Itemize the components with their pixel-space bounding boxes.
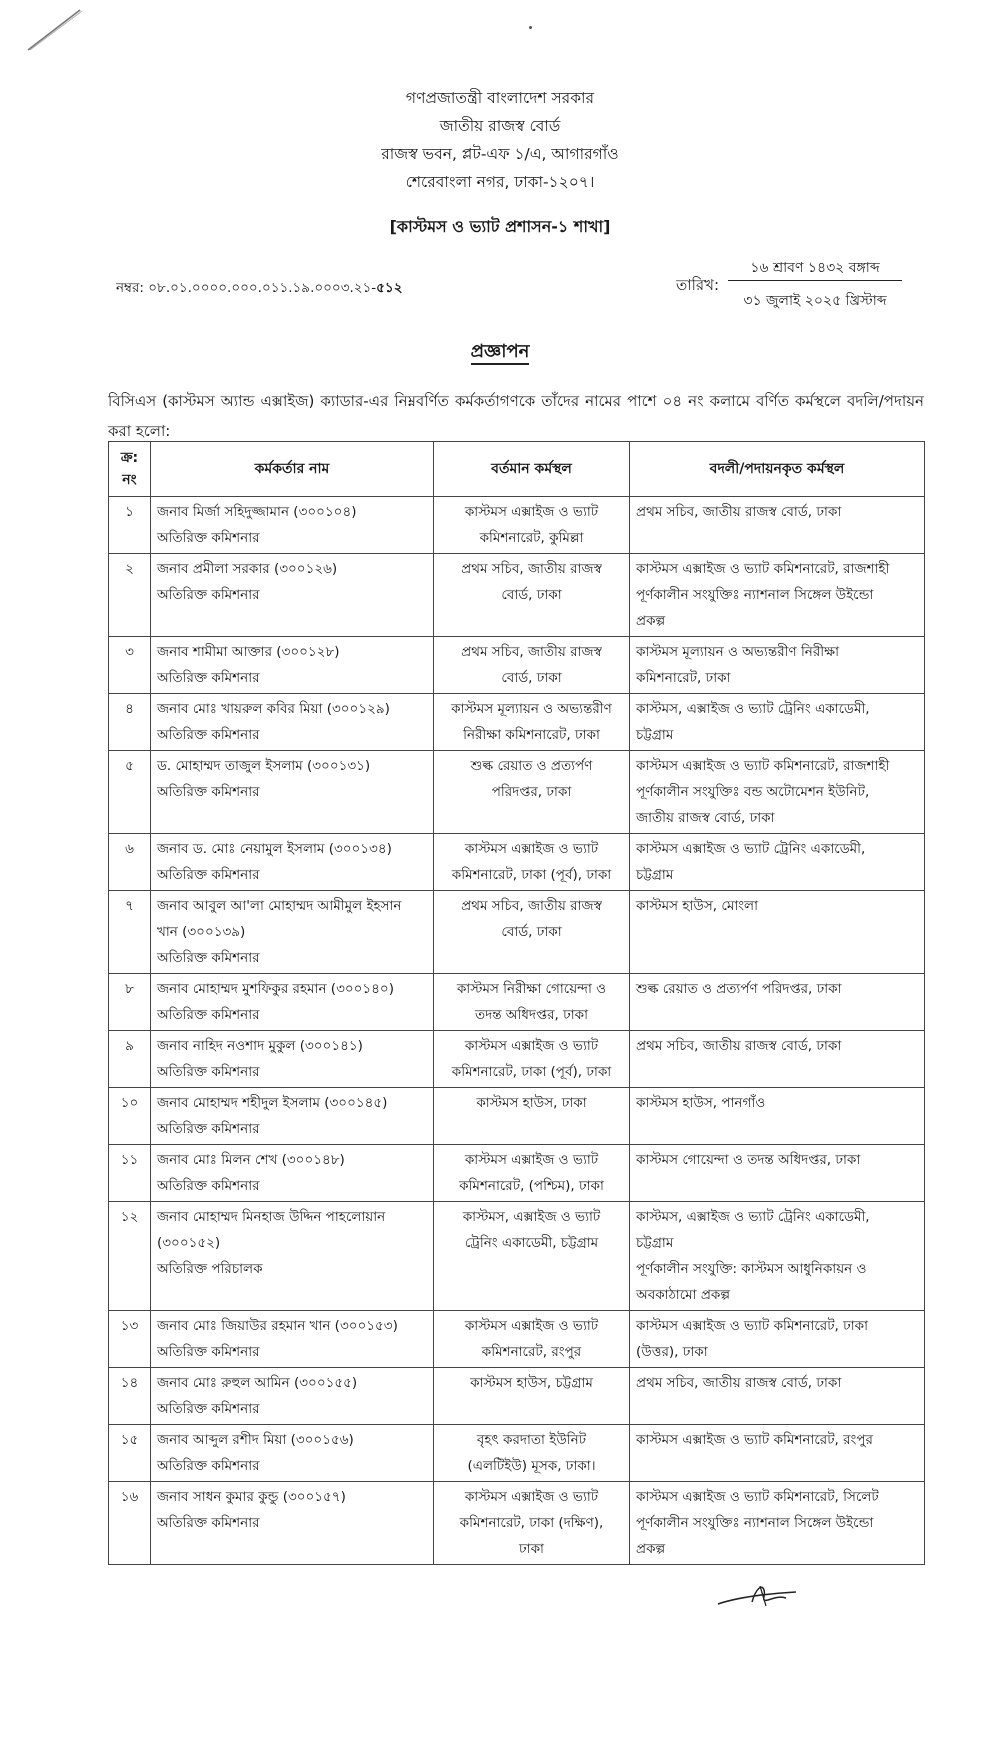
new-posting-cell-line: কাস্টমস, এক্সাইজ ও ভ্যাট ট্রেনিং একাডেমী,	[636, 1209, 870, 1225]
officer-name-cell-line: জনাব মোহাম্মদ মিনহাজ উদ্দিন পাহলোয়ান	[157, 1209, 386, 1225]
new-posting-cell	[630, 637, 925, 694]
officer-name-cell-line: জনাব মোঃ খায়রুল কবির মিয়া (৩০০১২৯)	[157, 701, 390, 717]
table-row	[109, 891, 925, 974]
memo-number	[116, 277, 402, 300]
table-row	[109, 834, 925, 891]
officer-name-cell-line: জনাব মোহাম্মদ মুশফিকুর রহমান (৩০০১৪০)	[157, 981, 394, 997]
current-posting-cell-line: ঢাকা	[519, 1541, 544, 1557]
date-divider	[728, 280, 902, 281]
officer-name-cell-line: ড. মোহাম্মদ তাজুল ইসলাম (৩০০১৩১)	[157, 758, 371, 774]
new-posting-cell-line: কাস্টমস এক্সাইজ ও ভ্যাট কমিশনারেট, রাজশাহী	[636, 758, 890, 774]
table-row	[109, 694, 925, 751]
officer-name-cell	[151, 694, 434, 751]
current-posting-cell	[434, 974, 630, 1031]
new-posting-cell-line: প্রকল্প	[636, 613, 666, 629]
new-posting-cell-line: প্রকল্প	[636, 1541, 666, 1557]
current-posting-cell	[434, 1311, 630, 1368]
officer-name-cell-line: জনাব আব্দুল রশীদ মিয়া (৩০০১৫৬)	[157, 1432, 354, 1448]
officer-name-cell-line: জনাব মোঃ মিলন শেখ (৩০০১৪৮)	[157, 1152, 345, 1168]
current-posting-cell	[434, 1145, 630, 1202]
officer-name-cell	[151, 554, 434, 637]
col-header-new: বদলী/পদায়নকৃত কর্মস্থল	[630, 442, 925, 497]
serial-cell: ৯	[109, 1031, 151, 1088]
officer-name-cell	[151, 1088, 434, 1145]
serial-cell: ১	[109, 497, 151, 554]
new-posting-cell	[630, 1088, 925, 1145]
current-posting-cell-line: কমিশনারেট, (পশ্চিম), ঢাকা	[459, 1178, 604, 1194]
current-posting-cell-line: কাস্টমস এক্সাইজ ও ভ্যাট	[464, 1489, 599, 1505]
officer-name-cell	[151, 637, 434, 694]
officer-name-cell-line: জনাব আবুল আ'লা মোহাম্মদ আমীমুল ইহসান	[157, 898, 402, 914]
serial-cell: ১৪	[109, 1368, 151, 1425]
pen-stroke-mark	[26, 6, 86, 52]
table-row	[109, 1031, 925, 1088]
new-posting-cell-line: পূর্ণকালীন সংযুক্তিঃ ন্যাশনাল সিঙ্গেল উইন্ডো	[636, 1515, 874, 1531]
new-posting-cell-line: কাস্টমস এক্সাইজ ও ভ্যাট কমিশনারেট, ঢাকা	[636, 1318, 869, 1334]
new-posting-cell	[630, 497, 925, 554]
serial-cell: ৭	[109, 891, 151, 974]
new-posting-cell-line: পূর্ণকালীন সংযুক্তিঃ ন্যাশনাল সিঙ্গেল উইন্ডো	[636, 587, 874, 603]
new-posting-cell-line: কাস্টমস হাউস, মোংলা	[636, 898, 759, 914]
current-posting-cell	[434, 834, 630, 891]
new-posting-cell-line: প্রথম সচিব, জাতীয় রাজস্ব বোর্ড, ঢাকা	[636, 1375, 842, 1391]
officer-name-cell	[151, 1145, 434, 1202]
col-header-serial-line: ক্র:	[120, 450, 139, 466]
current-posting-cell	[434, 1425, 630, 1482]
current-posting-cell-line: বোর্ড, ঢাকা	[501, 670, 562, 686]
serial-cell: ৩	[109, 637, 151, 694]
serial-cell: ১৫	[109, 1425, 151, 1482]
officer-name-cell-line: অতিরিক্ত কমিশনার	[157, 1401, 260, 1417]
serial-cell: ১০	[109, 1088, 151, 1145]
current-posting-cell-line: নিরীক্ষা কমিশনারেট, ঢাকা	[463, 727, 600, 743]
serial-cell: ১৬	[109, 1482, 151, 1565]
officer-name-cell	[151, 1482, 434, 1565]
current-posting-cell-line: পরিদপ্তর, ঢাকা	[491, 784, 572, 800]
new-posting-cell-line: প্রথম সচিব, জাতীয় রাজস্ব বোর্ড, ঢাকা	[636, 504, 842, 520]
new-posting-cell-line: কাস্টমস এক্সাইজ ও ভ্যাট কমিশনারেট, রাজশাহী	[636, 561, 890, 577]
officer-name-cell-line: অতিরিক্ত কমিশনার	[157, 1344, 260, 1360]
officer-name-cell	[151, 974, 434, 1031]
current-posting-cell	[434, 497, 630, 554]
officer-name-cell-line: (৩০০১৫২)	[157, 1235, 221, 1251]
officer-name-cell-line: অতিরিক্ত কমিশনার	[157, 1178, 260, 1194]
officer-name-cell-line: অতিরিক্ত কমিশনার	[157, 1121, 260, 1137]
new-posting-cell-line: কাস্টমস এক্সাইজ ও ভ্যাট ট্রেনিং একাডেমী,	[636, 841, 866, 857]
new-posting-cell-line: চট্টগ্রাম	[636, 1235, 674, 1251]
new-posting-cell	[630, 1425, 925, 1482]
current-posting-cell-line: প্রথম সচিব, জাতীয় রাজস্ব	[461, 898, 602, 914]
current-posting-cell-line: তদন্ত অধিদপ্তর, ঢাকা	[474, 1007, 589, 1023]
document-title	[0, 337, 1000, 368]
current-posting-cell-line: কমিশনারেট, ঢাকা (পূর্ব), ঢাকা	[451, 1064, 612, 1080]
col-header-serial	[109, 442, 151, 497]
current-posting-cell-line: কাস্টমস এক্সাইজ ও ভ্যাট	[464, 1152, 599, 1168]
officer-name-cell	[151, 497, 434, 554]
table-row	[109, 974, 925, 1031]
col-header-current: বর্তমান কর্মস্থল	[434, 442, 630, 497]
officer-name-cell-line: অতিরিক্ত কমিশনার	[157, 530, 260, 546]
new-posting-cell-line: শুল্ক রেয়াত ও প্রত্যর্পণ পরিদপ্তর, ঢাকা	[636, 981, 842, 997]
officer-name-cell-line: খান (৩০০১৩৯)	[157, 924, 246, 940]
new-posting-cell	[630, 1482, 925, 1565]
new-posting-cell-line: পূর্ণকালীন সংযুক্তিঃ বন্ড অটোমেশন ইউনিট,	[636, 784, 870, 800]
current-posting-cell-line: ট্রেনিং একাডেমী, চট্টগ্রাম	[464, 1235, 599, 1251]
speck-mark	[529, 26, 532, 29]
serial-cell: ৮	[109, 974, 151, 1031]
date-bangla: ১৬ শ্রাবণ ১৪৩২ বঙ্গাব্দ	[750, 260, 880, 276]
current-posting-cell	[434, 751, 630, 834]
new-posting-cell-line: অবকাঠামো প্রকল্প	[636, 1287, 730, 1303]
officer-name-cell-line: জনাব মির্জা সহিদুজ্জামান (৩০০১০৪)	[157, 504, 357, 520]
govt-name: গণপ্রজাতন্ত্রী বাংলাদেশ সরকার	[405, 89, 595, 107]
current-posting-cell-line: কমিশনারেট, কুমিল্লা	[479, 530, 584, 546]
table-header-row	[109, 442, 925, 497]
branch-name: [কাস্টমস ও ভ্যাট প্রশাসন-১ শাখা]	[389, 217, 611, 236]
serial-cell: ১৩	[109, 1311, 151, 1368]
signature-mark	[716, 1582, 802, 1612]
current-posting-cell-line: কাস্টমস এক্সাইজ ও ভ্যাট	[464, 841, 599, 857]
current-posting-cell	[434, 1088, 630, 1145]
current-posting-cell-line: কাস্টমস নিরীক্ষা গোয়েন্দা ও	[456, 981, 607, 997]
board-name: জাতীয় রাজস্ব বোর্ড	[439, 117, 561, 135]
table-row	[109, 1202, 925, 1311]
new-posting-cell-line: (উত্তর), ঢাকা	[636, 1344, 708, 1360]
table-row	[109, 1088, 925, 1145]
officer-name-cell	[151, 1202, 434, 1311]
transfer-table	[108, 441, 925, 1565]
current-posting-cell-line: শুল্ক রেয়াত ও প্রত্যর্পণ	[470, 758, 593, 774]
officer-name-cell	[151, 1425, 434, 1482]
current-posting-cell-line: কমিশনারেট, রংপুর	[481, 1344, 582, 1360]
officer-name-cell	[151, 891, 434, 974]
new-posting-cell-line: কাস্টমস মূল্যায়ন ও অভ্যন্তরীণ নিরীক্ষা	[636, 644, 840, 660]
current-posting-cell-line: বৃহৎ করদাতা ইউনিট	[476, 1432, 587, 1448]
new-posting-cell	[630, 694, 925, 751]
current-posting-cell-line: কাস্টমস এক্সাইজ ও ভ্যাট	[464, 1038, 599, 1054]
table-row	[109, 1311, 925, 1368]
officer-name-cell-line: জনাব মোঃ রুহুল আমিন (৩০০১৫৫)	[157, 1375, 358, 1391]
current-posting-cell-line: (এলটিইউ) মূসক, ঢাকা।	[467, 1458, 596, 1474]
date-label: তারিখ:	[676, 276, 720, 294]
document-title-text: প্রজ্ঞাপন	[471, 341, 530, 365]
table-row	[109, 1368, 925, 1425]
officer-name-cell	[151, 834, 434, 891]
officer-name-cell-line: জনাব সাধন কুমার কুন্ডু (৩০০১৫৭)	[157, 1489, 346, 1505]
current-posting-cell-line: কাস্টমস হাউস, চট্টগ্রাম	[470, 1375, 593, 1391]
current-posting-cell-line: প্রথম সচিব, জাতীয় রাজস্ব	[461, 561, 602, 577]
new-posting-cell	[630, 834, 925, 891]
office-address: রাজস্ব ভবন, প্লট-এফ ১/এ, আগারগাঁও	[381, 145, 619, 163]
serial-cell: ৫	[109, 751, 151, 834]
new-posting-cell-line: কাস্টমস, এক্সাইজ ও ভ্যাট ট্রেনিং একাডেমী,	[636, 701, 870, 717]
new-posting-cell	[630, 1311, 925, 1368]
officer-name-cell-line: অতিরিক্ত কমিশনার	[157, 867, 260, 883]
current-posting-cell	[434, 891, 630, 974]
current-posting-cell-line: কমিশনারেট, ঢাকা (পূর্ব), ঢাকা	[451, 867, 612, 883]
table-body	[109, 497, 925, 1565]
current-posting-cell	[434, 637, 630, 694]
officer-name-cell-line: জনাব শামীমা আক্তার (৩০০১২৮)	[157, 644, 340, 660]
current-posting-cell-line: বোর্ড, ঢাকা	[501, 587, 562, 603]
col-header-name: কর্মকর্তার নাম	[151, 442, 434, 497]
current-posting-cell	[434, 1482, 630, 1565]
officer-name-cell-line: জনাব মোহাম্মদ শহীদুল ইসলাম (৩০০১৪৫)	[157, 1095, 388, 1111]
current-posting-cell	[434, 1202, 630, 1311]
memo-number-prefix: নম্বর: ০৮.০১.০০০০.০০০.০১১.১৯.০০০৩.২১-	[116, 280, 377, 296]
officer-name-cell-line: অতিরিক্ত কমিশনার	[157, 1458, 260, 1474]
officer-name-cell	[151, 1311, 434, 1368]
officer-name-cell-line: জনাব মোঃ জিয়াউর রহমান খান (৩০০১৫৩)	[157, 1318, 398, 1334]
officer-name-cell-line: অতিরিক্ত কমিশনার	[157, 1064, 260, 1080]
officer-name-cell	[151, 1368, 434, 1425]
current-posting-cell-line: কাস্টমস মূল্যায়ন ও অভ্যন্তরীণ	[451, 701, 612, 717]
officer-name-cell-line: অতিরিক্ত কমিশনার	[157, 784, 260, 800]
new-posting-cell-line: কাস্টমস গোয়েন্দা ও তদন্ত অধিদপ্তর, ঢাকা	[636, 1152, 861, 1168]
officer-name-cell-line: অতিরিক্ত পরিচালক	[157, 1261, 263, 1277]
new-posting-cell-line: কমিশনারেট, ঢাকা	[636, 670, 731, 686]
date-gregorian: ৩১ জুলাই ২০২৫ খ্রিস্টাব্দ	[743, 293, 887, 309]
new-posting-cell	[630, 1368, 925, 1425]
officer-name-cell-line: অতিরিক্ত কমিশনার	[157, 587, 260, 603]
new-posting-cell-line: চট্টগ্রাম	[636, 867, 674, 883]
officer-name-cell-line: অতিরিক্ত কমিশনার	[157, 950, 260, 966]
current-posting-cell-line: কমিশনারেট, ঢাকা (দক্ষিণ),	[459, 1515, 604, 1531]
city-address: শেরেবাংলা নগর, ঢাকা-১২০৭।	[405, 173, 595, 191]
new-posting-cell-line: চট্টগ্রাম	[636, 727, 674, 743]
serial-cell: ১২	[109, 1202, 151, 1311]
new-posting-cell-line: কাস্টমস এক্সাইজ ও ভ্যাট কমিশনারেট, রংপুর	[636, 1432, 873, 1448]
current-posting-cell	[434, 1031, 630, 1088]
current-posting-cell-line: বোর্ড, ঢাকা	[501, 924, 562, 940]
officer-name-cell-line: অতিরিক্ত কমিশনার	[157, 1007, 260, 1023]
letterhead	[0, 84, 1000, 196]
current-posting-cell-line: প্রথম সচিব, জাতীয় রাজস্ব	[461, 644, 602, 660]
new-posting-cell	[630, 1145, 925, 1202]
current-posting-cell	[434, 554, 630, 637]
col-header-serial-line: নং	[122, 472, 137, 488]
table-row	[109, 751, 925, 834]
officer-name-cell-line: জনাব ড. মোঃ নেয়ামুল ইসলাম (৩০০১৩৪)	[157, 841, 392, 857]
officer-name-cell-line: অতিরিক্ত কমিশনার	[157, 1515, 260, 1531]
serial-cell: ২	[109, 554, 151, 637]
officer-name-cell	[151, 1031, 434, 1088]
current-posting-cell	[434, 1368, 630, 1425]
current-posting-cell	[434, 694, 630, 751]
officer-name-cell-line: অতিরিক্ত কমিশনার	[157, 727, 260, 743]
new-posting-cell	[630, 1202, 925, 1311]
officer-name-cell-line: জনাব নাহিদ নওশাদ মুকুল (৩০০১৪১)	[157, 1038, 363, 1054]
intro-paragraph: বিসিএস (কাস্টমস অ্যান্ড এক্সাইজ) ক্যাডার-এর নিম্নবর্ণিত কর্মকর্তাগণকে তাঁদের নামের পাশে ০৪ নং কলামে বর্ণিত কর্মস্থলে বদলি/পদায়ন করা হলো:	[108, 392, 924, 440]
table-row	[109, 637, 925, 694]
table-row	[109, 554, 925, 637]
new-posting-cell-line: জাতীয় রাজস্ব বোর্ড, ঢাকা	[636, 810, 775, 826]
table-row	[109, 1482, 925, 1565]
current-posting-cell-line: কাস্টমস হাউস, ঢাকা	[476, 1095, 587, 1111]
current-posting-cell-line: কাস্টমস, এক্সাইজ ও ভ্যাট	[462, 1209, 601, 1225]
serial-cell: ৬	[109, 834, 151, 891]
table-row	[109, 497, 925, 554]
current-posting-cell-line: কাস্টমস এক্সাইজ ও ভ্যাট	[464, 1318, 599, 1334]
officer-name-cell-line: অতিরিক্ত কমিশনার	[157, 670, 260, 686]
memo-number-suffix: ৫১২	[376, 280, 403, 296]
serial-cell: ৪	[109, 694, 151, 751]
serial-cell: ১১	[109, 1145, 151, 1202]
current-posting-cell-line: কাস্টমস এক্সাইজ ও ভ্যাট	[464, 504, 599, 520]
new-posting-cell-line: প্রথম সচিব, জাতীয় রাজস্ব বোর্ড, ঢাকা	[636, 1038, 842, 1054]
table-row	[109, 1145, 925, 1202]
table-row	[109, 1425, 925, 1482]
officer-name-cell-line: জনাব প্রমীলা সরকার (৩০০১২৬)	[157, 561, 338, 577]
new-posting-cell	[630, 1031, 925, 1088]
new-posting-cell	[630, 751, 925, 834]
officer-name-cell	[151, 751, 434, 834]
new-posting-cell-line: কাস্টমস এক্সাইজ ও ভ্যাট কমিশনারেট, সিলেট	[636, 1489, 879, 1505]
new-posting-cell-line: কাস্টমস হাউস, পানগাঁও	[636, 1095, 766, 1111]
new-posting-cell	[630, 891, 925, 974]
new-posting-cell-line: পূর্ণকালীন সংযুক্তি: কাস্টমস আধুনিকায়ন ও	[636, 1261, 867, 1277]
new-posting-cell	[630, 554, 925, 637]
new-posting-cell	[630, 974, 925, 1031]
